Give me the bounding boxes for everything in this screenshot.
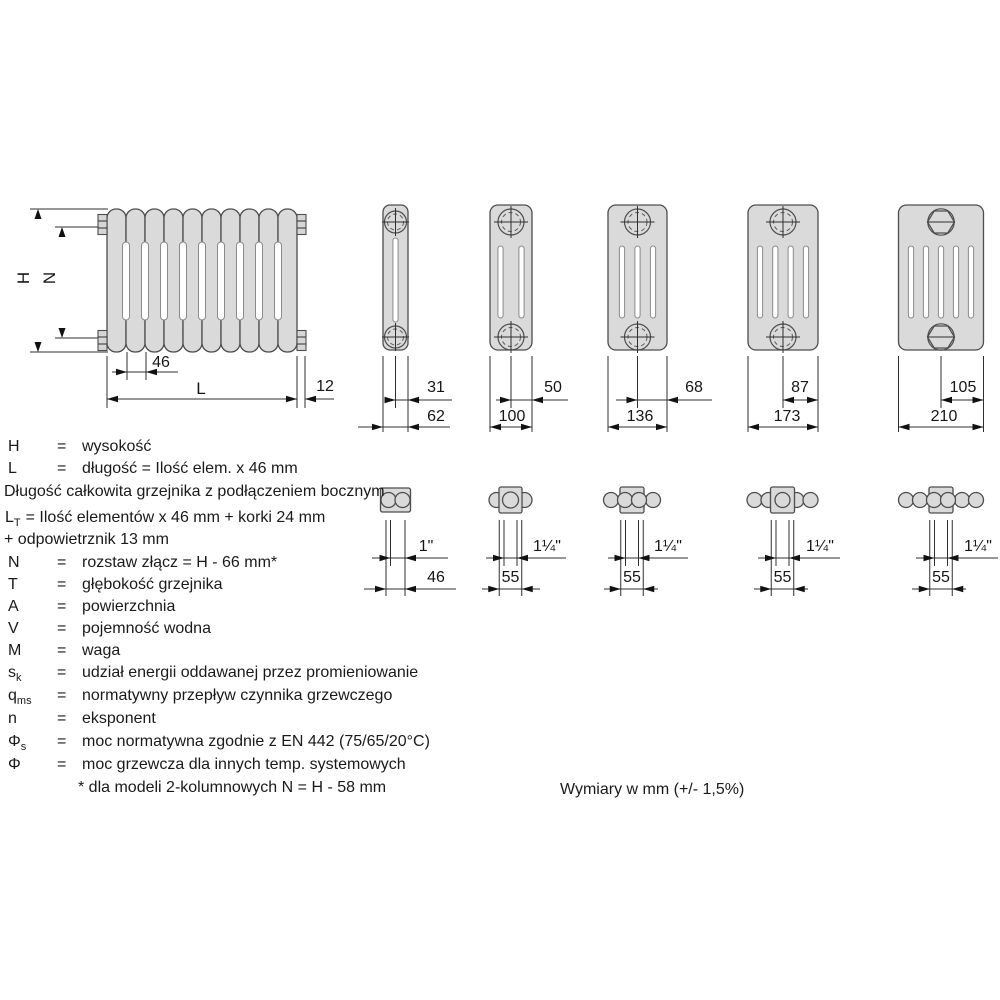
bottom-view-3col xyxy=(482,487,566,596)
dim-label-pitch: 55 xyxy=(932,569,950,586)
cross-section-2col xyxy=(358,205,452,432)
dim-label-N: N xyxy=(40,271,59,285)
joint-pitch-dimension xyxy=(40,227,98,338)
legend-row-N: N = rozstaw złącz = H - 66 mm* xyxy=(8,554,278,571)
dim-label-half-depth: 50 xyxy=(544,379,562,396)
dim-label-H: H xyxy=(14,271,33,285)
dim-label-connection: 1¼" xyxy=(654,538,682,555)
bottom-view-4col xyxy=(604,487,689,596)
length-dimension xyxy=(107,356,297,408)
legend-row-n: n = eksponent xyxy=(8,710,156,727)
dim-label-pitch: 55 xyxy=(501,569,520,586)
dim-label-pitch: 46 xyxy=(427,569,445,586)
dimensions-note: Wymiary w mm (+/- 1,5%) xyxy=(560,781,745,798)
legend-row-L: L = długość = Ilość elem. x 46 mm xyxy=(8,460,298,477)
cross-section-6col xyxy=(899,205,984,432)
dim-label-depth: 210 xyxy=(930,408,958,425)
bottom-view-6col xyxy=(899,487,999,596)
legend-row-vent: + odpowietrznik 13 mm xyxy=(4,531,169,548)
cross-section-5col xyxy=(748,205,818,432)
legend-row-T: T = głębokość grzejnika xyxy=(8,576,223,593)
element-width-dimension xyxy=(112,352,178,380)
dim-label-depth: 62 xyxy=(427,408,445,425)
dim-label-connection: 1" xyxy=(418,538,434,555)
cross-section-4col xyxy=(608,205,712,432)
legend-row-LT: $L_T$ = Ilość elementów x 46 mm + korki 24 mm xyxy=(5,509,326,530)
dim-label-depth: 100 xyxy=(498,408,526,425)
legend-row-total-length-title: Długość całkowita grzejnika z podłączeniem bocznym xyxy=(4,483,385,500)
cross-section-3col xyxy=(490,205,568,432)
dim-label-depth: 136 xyxy=(626,408,654,425)
dim-label-12: 12 xyxy=(316,378,334,395)
dim-label-connection: 1¼" xyxy=(533,538,561,555)
dim-label-46: 46 xyxy=(152,354,170,371)
legend-row-phi: Φ = moc grzewcza dla innych temp. systemowych xyxy=(8,756,406,773)
legend-row-A: A = powierzchnia xyxy=(8,598,176,615)
dim-label-connection: 1¼" xyxy=(964,538,992,555)
bottom-view-5col xyxy=(747,487,840,596)
legend-row-sk: $s_k$ = udział energii oddawanej przez promieniowanie xyxy=(8,664,419,685)
legend-row-qms: $q_{ms}$ = normatywny przepływ czynnika grzewczego xyxy=(8,687,393,708)
dim-label-pitch: 55 xyxy=(623,569,641,586)
end-dimension xyxy=(305,356,334,408)
dim-label-half-depth: 68 xyxy=(685,379,703,396)
legend-row-M: M = waga xyxy=(8,642,121,659)
dim-label-half-depth: 105 xyxy=(949,379,977,396)
dim-label-half-depth: 31 xyxy=(427,379,445,396)
dim-label-depth: 173 xyxy=(773,408,801,425)
legend-row-V: V = pojemność wodna xyxy=(8,620,211,637)
legend-row-H: H = wysokość xyxy=(8,438,152,455)
legend-row-phi-s: $\Phi_s$ = moc normatywna zgodnie z EN 442 (75/65/20°C) xyxy=(8,733,430,754)
dim-label-pitch: 55 xyxy=(773,569,792,586)
dim-label-half-depth: 87 xyxy=(791,379,809,396)
front-view-drawing xyxy=(14,209,334,408)
dim-label-L: L xyxy=(196,379,206,398)
legend-footnote: * dla modeli 2-kolumnowych N = H - 58 mm xyxy=(78,779,387,796)
dim-label-connection: 1¼" xyxy=(806,538,834,555)
